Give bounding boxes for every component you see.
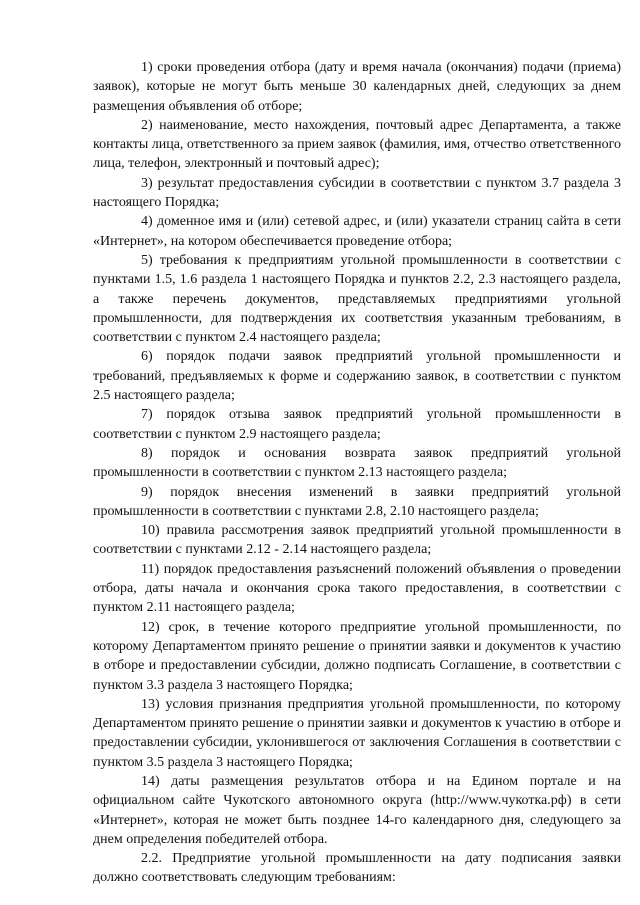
list-item-13: 13) условия признания предприятия угольной промышленности, по которому Департаментом принято решение о принятии заявки и документов к участию в отборе и предоставлении субсидии, уклонившегося от заключения Соглашения в соответствии с пунктом 3.5 раздела 3 настоящего Порядка; [93,696,621,770]
list-item-2: 2) наименование, место нахождения, почтовый адрес Департамента, а также контакты лица, ответственного за прием заявок (фамилия, имя, отчество ответственного лица, телефон, электронный и почтовый адрес); [93,117,621,172]
document-page [93,58,621,888]
list-item-11: 11) порядок предоставления разъяснений положений объявления о проведении отбора, даты начала и окончания срока такого предоставления, в соответствии с пунктом 2.11 настоящего раздела; [93,561,621,616]
list-item-7: 7) порядок отзыва заявок предприятий угольной промышленности в соответствии с пунктом 2.9 настоящего раздела; [93,407,621,442]
section-paragraph-2-2: 2.2. Предприятие угольной промышленности на дату подписания заявки должно соответствовать следующим требованиям: [93,851,621,886]
list-item-9: 9) порядок внесения изменений в заявки предприятий угольной промышленности в соответствии с пунктами 2.8, 2.10 настоящего раздела; [93,484,621,519]
list-item-6: 6) порядок подачи заявок предприятий угольной промышленности и требований, предъявляемых к форме и содержанию заявок, в соответствии с пунктом 2.5 настоящего раздела; [93,349,621,404]
list-item-5: 5) требования к предприятиям угольной промышленности в соответствии с пунктами 1.5, 1.6 раздела 1 настоящего Порядка и пунктов 2.2, 2.3 настоящего раздела, а также перечень документов, представляемых предприятиями угольной промышленности, для подтверждения их соответствия указанным требованиям, в соответствии с пунктом 2.4 настоящего раздела; [93,252,621,346]
list-item-1: 1) сроки проведения отбора (дату и время начала (окончания) подачи (приема) заявок), которые не могут быть меньше 30 календарных дней, следующих за днем размещения объявления об отборе; [93,60,621,114]
list-item-3: 3) результат предоставления субсидии в соответствии с пунктом 3.7 раздела 3 настоящего Порядка; [93,175,621,211]
list-item-14: 14) даты размещения результатов отбора и на Едином портале и на официальном сайте Чукотского автономного округа (http://www.чукотка.рф) в сети «Интернет», которая не может быть позднее 14-го календарного дня, следующего за днем определения победителей отбора. [93,773,621,847]
list-item-12: 12) срок, в течение которого предприятие угольной промышленности, по которому Департаментом принято решение о принятии заявки и документов к участию в отборе и предоставлении субсидии, должно подписать Соглашение, в соответствии с пунктом 3.3 раздела 3 настоящего Порядка; [93,619,621,693]
list-item-8: 8) порядок и основания возврата заявок предприятий угольной промышленности в соответствии с пунктом 2.13 настоящего раздела; [93,445,621,481]
list-item-10: 10) правила рассмотрения заявок предприятий угольной промышленности в соответствии с пунктами 2.12 - 2.14 настоящего раздела; [93,523,621,558]
list-item-4: 4) доменное имя и (или) сетевой адрес, и (или) указатели страниц сайта в сети «Интернет», на котором обеспечивается проведение отбора; [93,214,621,249]
